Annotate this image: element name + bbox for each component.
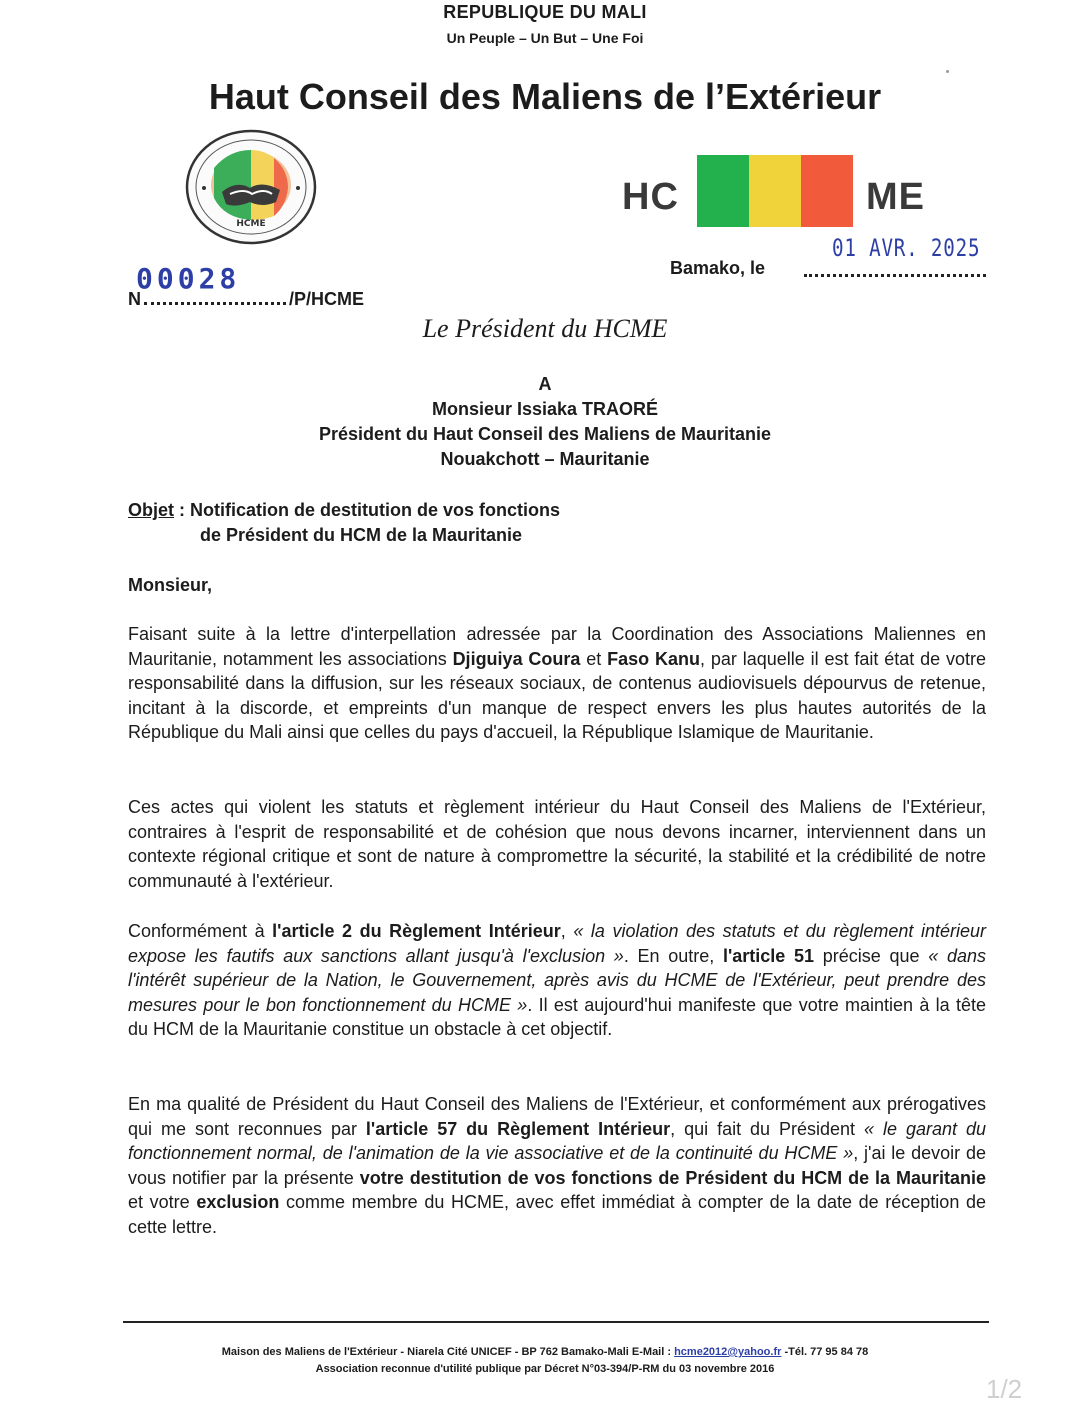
scan-speck — [946, 70, 949, 73]
reference-dots — [144, 292, 286, 305]
paragraph-3 — [128, 919, 986, 1042]
reference-number-stamp: 00028 — [136, 262, 241, 295]
date-stamp: 01 AVR. 2025 — [832, 234, 981, 262]
national-motto: Un Peuple – Un But – Une Foi — [446, 30, 644, 46]
paragraph-4 — [128, 1092, 986, 1240]
logo-hc-text: HC — [622, 176, 679, 218]
salutation: Monsieur, — [128, 575, 213, 595]
text-run: , par laquelle il est fait état de votre responsabilité dans la diffusion, sur les réseaux sociaux, de contenus audiovisuels dépourvus de retenue, incitant à la discorde, et empreints d'un manque de respect envers les plus hautes autorités de la République du Mali ainsi que celles du pays d'accueil, la République Islamique de Mauritanie. — [128, 648, 986, 743]
object-block: Objet : Notification de destitution de vos fonctions de Président du HCM de la Mauritanie — [128, 498, 560, 548]
dateline-place: Bamako, le — [670, 258, 766, 278]
flag-red-stripe — [801, 155, 853, 227]
recipient-name: Monsieur Issiaka TRAORÉ — [431, 399, 659, 419]
text-run: l'article 2 du Règlement Intérieur — [272, 921, 561, 941]
footer-phone: -Tél. 77 95 84 78 — [781, 1346, 869, 1358]
seal-text: HCME — [236, 219, 266, 229]
page-number: 1/2 — [986, 1374, 1023, 1404]
reference-suffix: /P/HCME — [289, 289, 365, 309]
recipient-title: Président du Haut Conseil des Maliens de Mauritanie — [318, 424, 772, 444]
text-run: l'article 57 du Règlement Intérieur — [365, 1118, 671, 1139]
signatory-title: Le Président du HCME — [422, 314, 668, 343]
footer-address-line — [0, 1346, 1090, 1358]
organization-title: Haut Conseil des Maliens de l’Extérieur — [208, 76, 882, 117]
text-run: exclusion — [196, 1192, 280, 1213]
footer-divider — [123, 1321, 989, 1323]
hcme-seal-logo — [184, 128, 318, 246]
object-line-1: Notification de destitution de vos fonctions — [190, 500, 561, 520]
text-run: « la violation des statuts et du règlement intérieur expose les fautifs aux sanctions allant jusqu'à l'exclusion » — [128, 921, 986, 966]
footer-email-link[interactable]: hcme2012@yahoo.fr — [674, 1346, 782, 1358]
paragraph-2 — [128, 795, 986, 893]
text-run: comme membre du HCME, avec effet immédiat à compter de la date de réception de cette lettre. — [128, 1192, 986, 1237]
paragraph-1 — [128, 622, 986, 745]
mali-flag-logo — [697, 155, 853, 227]
text-run: . Il est aujourd'hui manifeste que votre maintien à la tête du HCM de la Mauritanie constitue un obstacle à cet objectif. — [128, 994, 986, 1040]
flag-green-stripe — [697, 155, 749, 227]
text-run: précise que — [814, 945, 929, 966]
text-run: votre destitution de vos fonctions de Président du HCM de la Mauritanie — [359, 1167, 986, 1188]
footer-address: Maison des Maliens de l'Extérieur - Niarela Cité UNICEF - BP 762 Bamako-Mali E-Mail : — [221, 1346, 675, 1358]
text-run: , j'ai le devoir de vous notifier par la présente — [128, 1143, 986, 1188]
logo-me-text: ME — [866, 176, 925, 218]
dateline-dots — [804, 258, 986, 277]
reference-n-label: N — [128, 289, 141, 309]
text-run: et — [580, 648, 608, 669]
object-label: Objet — [128, 500, 175, 520]
footer-decree-line: Association reconnue d'utilité publique par Décret N°03-394/P-RM du 03 novembre 2016 — [315, 1363, 775, 1375]
text-run: l'article 51 — [723, 945, 815, 966]
text-run: et votre — [128, 1192, 197, 1213]
text-run: Faisant suite à la lettre d'interpellation adressée par la Coordination des Associations Maliennes en Mauritanie, notamment les associations — [128, 624, 986, 669]
text-run: « dans l'intérêt supérieur de la Nation, le Gouvernement, après avis du HCME de l'Extérieur, peut prendre des mesures pour le bon fonctionnement du HCME » — [128, 945, 986, 1015]
flag-yellow-stripe — [749, 155, 801, 227]
text-run: Ces actes qui violent les statuts et règlement intérieur du Haut Conseil des Maliens de l'Extérieur, contraires à l'esprit de responsabilité et de cohésion que nous devons incarner, interviennent dans un contexte régional critique et sont de nature à compromettre la sécurité, la stabilité et la crédibilité de notre communauté à l'extérieur. — [128, 797, 986, 891]
reference-line — [128, 289, 364, 310]
text-run: Djiguiya Coura — [452, 648, 581, 669]
republic-title: REPUBLIQUE DU MALI — [443, 2, 647, 22]
text-run: « le garant du fonctionnement normal, de l'animation de la vie associative et de la continuité du HCME » — [128, 1118, 986, 1164]
text-run: Faso Kanu — [607, 648, 701, 669]
text-run: , qui fait du Président — [670, 1118, 865, 1139]
text-run: Conformément à — [128, 921, 273, 941]
recipient-city: Nouakchott – Mauritanie — [440, 449, 650, 469]
recipient-a: A — [538, 374, 552, 394]
text-run: , — [560, 921, 574, 941]
text-run: En ma qualité de Président du Haut Conseil des Maliens de l'Extérieur, et conformément aux prérogatives qui me sont reconnues par — [128, 1094, 986, 1139]
text-run: . En outre, — [623, 945, 723, 966]
object-line-2: de Président du HCM de la Mauritanie — [200, 525, 523, 545]
